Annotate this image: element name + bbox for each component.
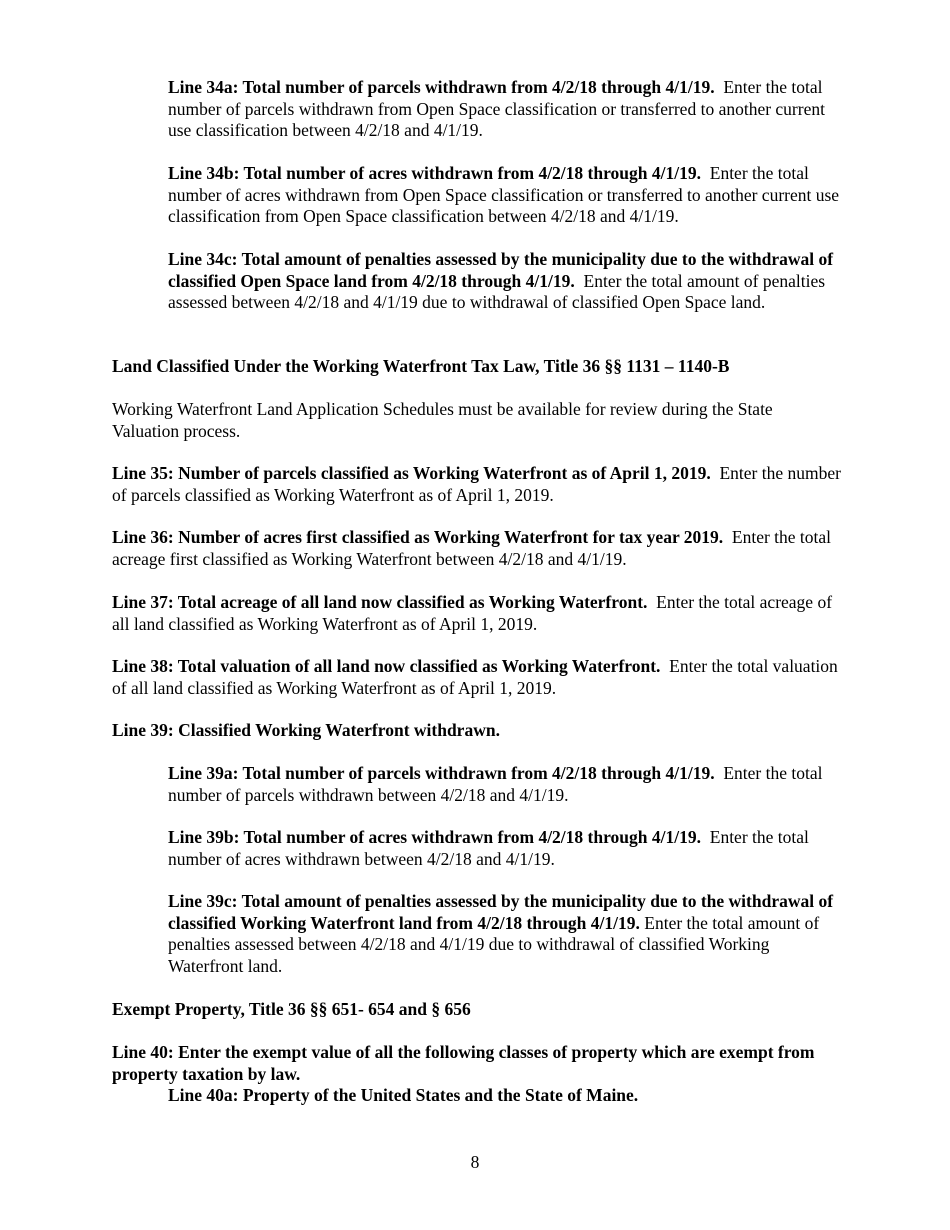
line-36-paragraph (112, 527, 842, 570)
line-35-heading: Line 35: Number of parcels classified as Working Waterfront as of April 1, 2019. (112, 463, 711, 483)
line-39b-heading: Line 39b: Total number of acres withdrawn from 4/2/18 through 4/1/19. (168, 827, 701, 847)
line-34b-body: Enter the total number of acres withdrawn from Open Space classification or transferred to another current use classification from Open Space classification between 4/2/18 and 4/1/19. (168, 163, 840, 226)
line-38-paragraph (112, 656, 842, 699)
line-38-body: Enter the total valuation of all land classified as Working Waterfront as of April 1, 2019. (112, 656, 838, 698)
line-34a-paragraph (168, 77, 842, 142)
line-38-heading: Line 38: Total valuation of all land now classified as Working Waterfront. (112, 656, 661, 676)
line-34a-heading: Line 34a: Total number of parcels withdrawn from 4/2/18 through 4/1/19. (168, 77, 715, 97)
line-37-paragraph (112, 592, 842, 635)
line-39-heading: Line 39: Classified Working Waterfront withdrawn. (112, 720, 500, 740)
line-39c-heading: Line 39c: Total amount of penalties assessed by the municipality due to the withdrawal of classified Working Waterfront land from 4/2/18 through 4/1/19. (168, 891, 834, 933)
line-37-body: Enter the total acreage of all land classified as Working Waterfront as of April 1, 2019. (112, 592, 833, 634)
line-34c-body: Enter the total amount of penalties assessed between 4/2/18 and 4/1/19 due to withdrawal of classified Open Space land. (168, 270, 826, 312)
line-39c-body: Enter the total amount of penalties assessed between 4/2/18 and 4/1/19 due to withdrawal of classified Working Waterfront land. (168, 912, 820, 976)
page-number: 8 (470, 1152, 480, 1172)
line-34b-paragraph (168, 163, 842, 228)
line-39b-paragraph (168, 827, 842, 870)
line-35-body: Enter the number of parcels classified as Working Waterfront as of April 1, 2019. (112, 463, 841, 505)
working-waterfront-note: Working Waterfront Land Application Schedules must be available for review during the State Valuation process. (112, 399, 773, 441)
line-40a-heading: Line 40a: Property of the United States and the State of Maine. (168, 1085, 639, 1105)
line-34a-body: Enter the total number of parcels withdrawn from Open Space classification or transferred to another current use classification between 4/2/18 and 4/1/19. (168, 77, 825, 140)
line-37-heading: Line 37: Total acreage of all land now classified as Working Waterfront. (112, 592, 648, 612)
line-34c-heading: Line 34c: Total amount of penalties assessed by the municipality due to the withdrawal of classified Open Space land from 4/2/18 through 4/1/19. (168, 249, 834, 291)
line-39b-body: Enter the total number of acres withdrawn between 4/2/18 and 4/1/19. (168, 827, 809, 869)
working-waterfront-section-heading: Land Classified Under the Working Waterfront Tax Law, Title 36 §§ 1131 – 1140-B (112, 356, 730, 376)
line-39a-paragraph (168, 763, 842, 806)
line-35-paragraph (112, 463, 842, 506)
exempt-property-section-heading: Exempt Property, Title 36 §§ 651- 654 and § 656 (112, 999, 471, 1019)
line-40-heading: Line 40: Enter the exempt value of all the following classes of property which are exempt from property taxation by law. (112, 1042, 815, 1084)
line-34c-paragraph (168, 249, 842, 314)
line-34b-heading: Line 34b: Total number of acres withdrawn from 4/2/18 through 4/1/19. (168, 163, 701, 183)
line-39a-heading: Line 39a: Total number of parcels withdrawn from 4/2/18 through 4/1/19. (168, 763, 715, 783)
line-36-heading: Line 36: Number of acres first classified as Working Waterfront for tax year 2019. (112, 527, 724, 547)
line-36-body: Enter the total acreage first classified as Working Waterfront between 4/2/18 and 4/1/19. (112, 527, 832, 569)
line-39c-paragraph (168, 891, 842, 977)
line-39a-body: Enter the total number of parcels withdrawn between 4/2/18 and 4/1/19. (168, 763, 823, 805)
